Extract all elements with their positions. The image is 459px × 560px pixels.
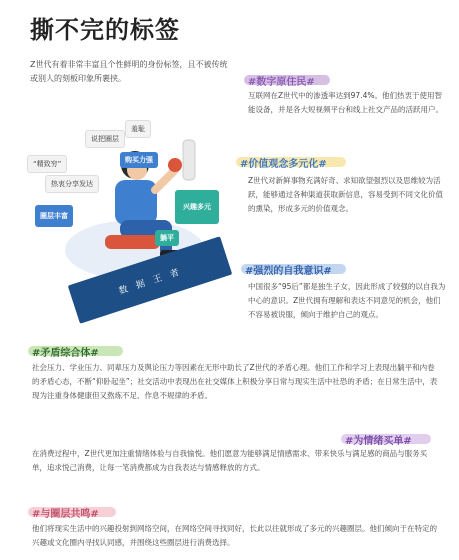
tag-chip-fanfiction: “精致穷”: [27, 155, 67, 173]
tag-emotion-text: #为情绪买单#: [345, 436, 412, 447]
tag-circle-text: #与圈层共鸣#: [32, 509, 99, 520]
values-text: Z世代对新鲜事物充满好奇、求知欲望强烈以及思维较为活跃，能够通过各种渠道获取新信息，容易受到不同文化价值的熏染，形成多元的价值观念。: [248, 176, 443, 213]
tag-chip-fun: 兴趣多元: [175, 190, 219, 224]
tag-chip-shame: 羞耻: [125, 120, 151, 138]
self-text: 中国很多“95后”都是独生子女，因此形成了较强的以自我为中心的意识。Z世代拥有理解和表达不同意见的机会，他们不容易被说服，倾向于维护自己的观点。: [248, 282, 446, 319]
tag-chip-platform: 躺平: [155, 230, 179, 246]
tag-values-text: #价值观念多元化#: [240, 159, 327, 170]
tag-contradiction: [32, 344, 99, 359]
tag-digital-text: #数字原住民#: [248, 77, 315, 88]
page-title: 撕不完的标签: [30, 16, 180, 44]
tag-chip-circle: 圈层丰富: [35, 205, 73, 227]
intro-text: Z世代有着非常丰富且个性鲜明的身份标签，且不被传统或别人的刻板印象所裹挟。: [30, 60, 228, 83]
tag-chip-dialect: 说把圈层: [85, 130, 125, 148]
tag-chip-share: 热衷分享发达: [45, 175, 99, 193]
tag-values: [240, 155, 327, 170]
circle-text: 他们将现实生活中的兴趣投射到网络空间，在网络空间寻找同好，长此以往就形成了多元的兴趣圈层。他们倾向于在特定的兴趣或文化圈内寻找认同感，并围绕这些圈层进行消费选择。: [32, 524, 437, 547]
illustration: [25, 110, 230, 310]
emotion-text: 在消费过程中，Z世代更加注重情绪体验与自我愉悦。他们愿意为能够满足情感需求、带来快乐与满足感的商品与服务买单，追求悦己消费，让每一笔消费都成为自我表达与情感释放的方式。: [32, 449, 428, 472]
tag-self: [245, 262, 332, 277]
tag-contradiction-text: #矛盾综合体#: [32, 348, 99, 359]
tag-emotion: [345, 432, 412, 447]
tag-chip-strong: 购买力强: [120, 152, 158, 168]
tag-self-text: #强烈的自我意识#: [245, 266, 332, 277]
tag-circle: [32, 505, 99, 520]
tag-digital: [248, 73, 315, 88]
contradiction-text: 社会压力、学业压力、同辈压力及舆论压力等因素在无形中助长了Z世代的矛盾心理。他们工作和学习上表现出躺平和内卷的矛盾心态，不断“仰卧起坐”；社交活动中表现出在社交媒体上积极分享日常与现实生活中社恐的矛盾；在日常生活中，表现为注重身体健康但又熬炼不足、作息不规律的矛盾。: [32, 363, 438, 400]
digital-text: 互联网在Z世代中的渗透率达到97.4%。他们热衷于使用智能设备，并是各大短视频平台和线上社交产品的活跃用户。: [248, 91, 443, 114]
illustration-banner: 数 据 王 者: [68, 236, 233, 323]
